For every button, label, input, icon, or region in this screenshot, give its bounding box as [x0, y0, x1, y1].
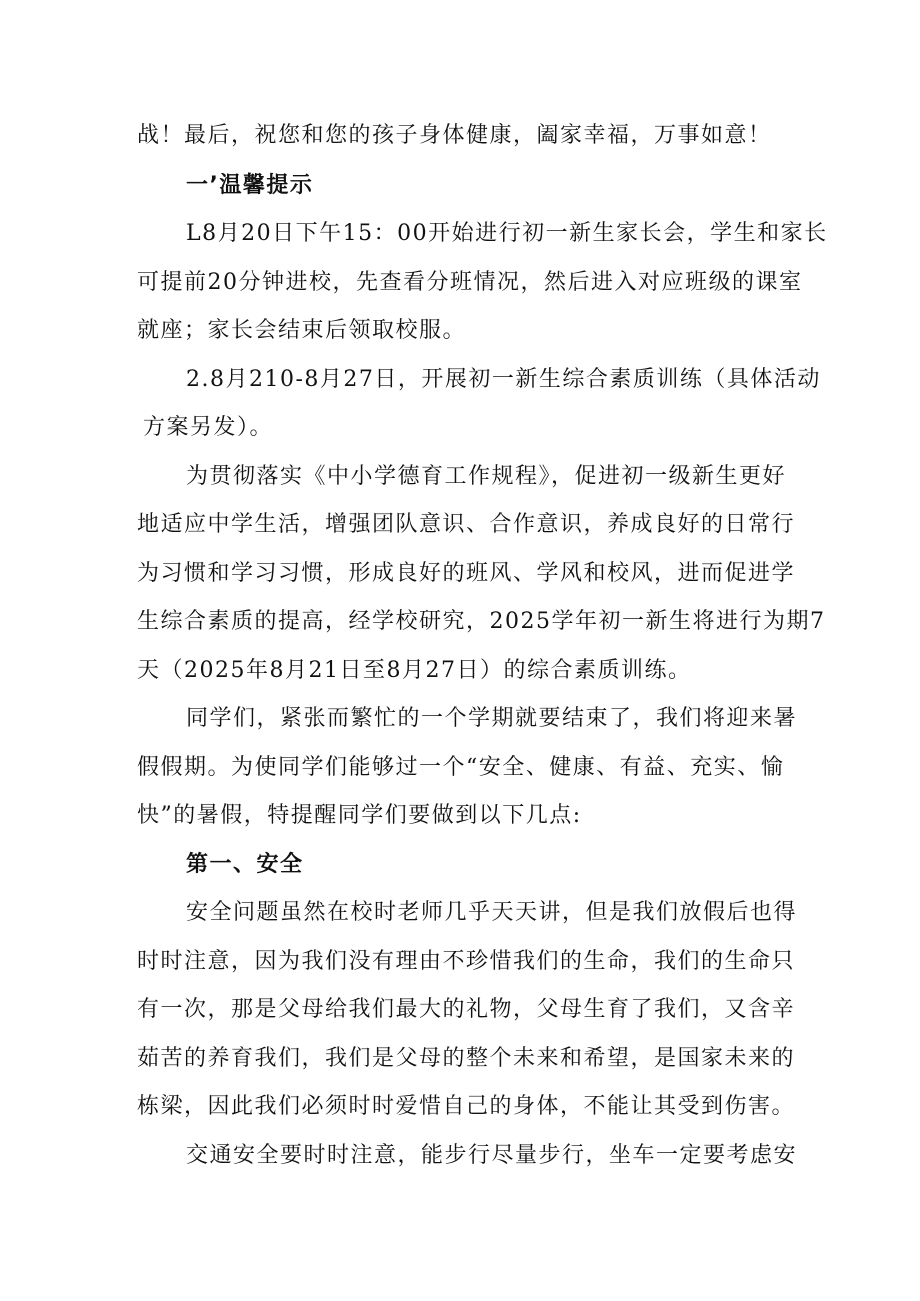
- text-line: 安全问题虽然在校时老师几乎天天讲，但是我们放假后也得: [186, 900, 798, 925]
- text-line: 时时注意，因为我们没有理由不珍惜我们的生命，我们的生命只: [137, 949, 796, 974]
- text-line: 2.8月210-8月27日，开展初一新生综合素质训练（具体活动: [186, 367, 821, 392]
- text-line: 地适应中学生活，增强团队意识、合作意识，养成良好的日常行: [137, 512, 796, 537]
- text-line: 假假期。为使同学们能够过一个“安全、健康、有益、充实、愉: [137, 755, 785, 780]
- text-line: 为习惯和学习习惯，形成良好的班风、学风和校风，进而促进学: [137, 561, 796, 586]
- text-line: 就座；家长会结束后领取校服。: [137, 318, 467, 343]
- text-line: L8月20日下午15：00开始进行初一新生家长会，学生和家长: [186, 221, 828, 246]
- text-line: 天（2025年8月21日至8月27日）的综合素质训练。: [137, 658, 692, 683]
- text-line: 方案另发）。: [143, 415, 274, 440]
- section-heading: 第一、安全: [186, 852, 304, 877]
- text-line: 快”的暑假，特提醒同学们要做到以下几点:: [137, 803, 582, 828]
- text-line: 同学们，紧张而繁忙的一个学期就要结束了，我们将迎来暑: [186, 706, 798, 731]
- section-heading: 一’温馨提示: [186, 173, 314, 198]
- text-line: 栋梁，因此我们必须时时爱惜自己的身体，不能让其受到伤害。: [137, 1094, 796, 1119]
- text-line: 生综合素质的提高，经学校研究，2025学年初一新生将进行为期7: [137, 609, 826, 634]
- text-line: 有一次，那是父母给我们最大的礼物，父母生育了我们，又含辛: [137, 997, 796, 1022]
- text-line: 茹苦的养育我们，我们是父母的整个未来和希望，是国家未来的: [137, 1046, 796, 1071]
- text-line: 可提前20分钟进校，先查看分班情况，然后进入对应班级的课室: [137, 270, 803, 295]
- text-line: 交通安全要时时注意，能步行尽量步行，坐车一定要考虑安: [186, 1143, 798, 1168]
- text-line: 战！最后，祝您和您的孩子身体健康，阖家幸福，万事如意！: [137, 123, 772, 148]
- text-line: 为贯彻落实《中小学德育工作规程》，促进初一级新生更好: [186, 464, 787, 489]
